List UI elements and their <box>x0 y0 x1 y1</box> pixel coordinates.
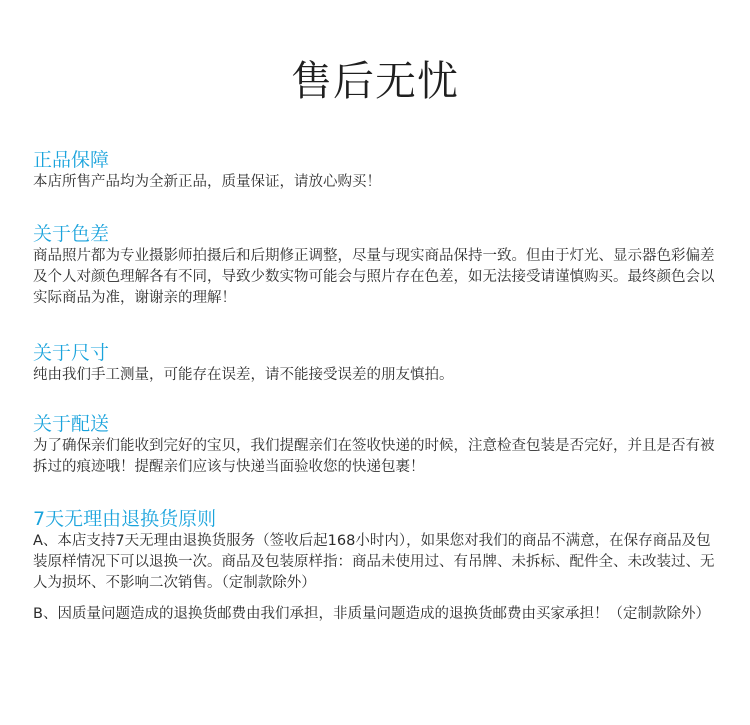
section-body <box>33 365 723 386</box>
section-paragraph: 商品照片都为专业摄影师拍摄后和后期修正调整，尽量与现实商品保持一致。但由于灯光、显示器色彩偏差及个人对颜色理解各有不同，导致少数实物可能会与照片存在色差，如无法接受请谨慎购买。最终颜色会以实际商品为准，谢谢亲的理解！ <box>33 248 715 306</box>
section-heading: 7天无理由退换货原则 <box>33 508 217 530</box>
policy-clause-b: B、因质量问题造成的退换货邮费由我们承担，非质量问题造成的退换货邮费由买家承担！（定制款除外） <box>33 606 710 622</box>
section-paragraph: 为了确保亲们能收到完好的宝贝，我们提醒亲们在签收快递的时候，注意检查包装是否完好，并且是否有被拆过的痕迹哦！提醒亲们应该与快递当面验收您的快递包裹！ <box>33 438 715 475</box>
section-heading: 关于配送 <box>33 413 110 435</box>
section-size <box>33 341 723 386</box>
section-heading: 关于色差 <box>33 223 110 245</box>
section-paragraph: 本店所售产品均为全新正品，质量保证，请放心购买！ <box>33 174 381 190</box>
section-genuine-guarantee <box>33 148 723 193</box>
policy-clause-a: A、本店支持7天无理由退换货服务（签收后起168小时内），如果您对我们的商品不满意，在保存商品及包装原样情况下可以退换一次。商品及包装原样指：商品未使用过、有吊牌、未拆标、配件全、未改装过、无人为损坏、不影响二次销售。（定制款除外） <box>33 533 715 591</box>
page-title: 售后无忧 <box>291 57 459 105</box>
section-7-day-return-policy <box>33 507 723 625</box>
section-paragraph: 纯由我们手工测量，可能存在误差，请不能接受误差的朋友慎拍。 <box>33 367 454 383</box>
section-delivery <box>33 412 723 478</box>
section-body <box>33 531 723 625</box>
section-heading: 正品保障 <box>33 149 110 171</box>
section-heading: 关于尺寸 <box>33 342 110 364</box>
section-color-difference <box>33 222 723 309</box>
section-body <box>33 172 723 193</box>
section-body <box>33 246 723 309</box>
section-body <box>33 436 723 478</box>
